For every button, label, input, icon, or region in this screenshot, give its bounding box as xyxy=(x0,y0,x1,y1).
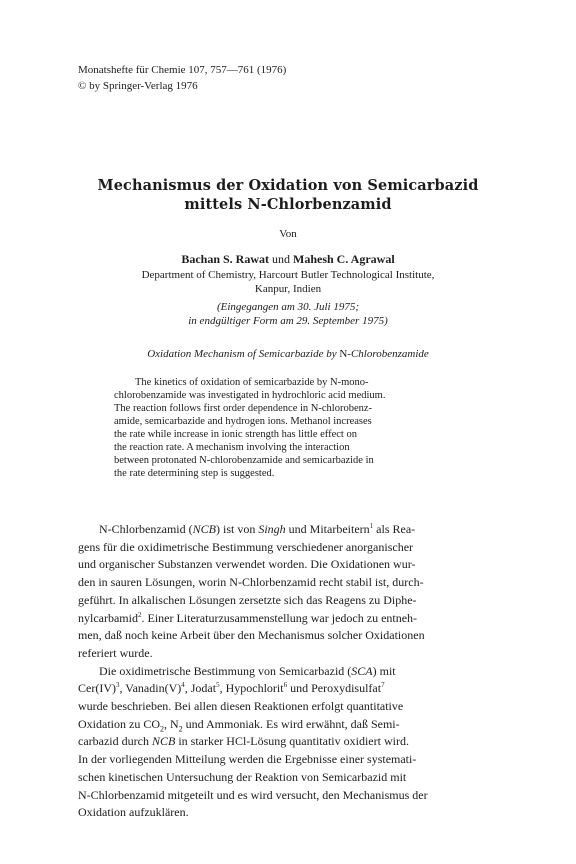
text-run: und Mitarbeitern xyxy=(285,522,370,536)
abstract-line: chlorobenzamide was investigated in hydrochloric acid medium. xyxy=(114,390,386,401)
affiliation-line-1: Department of Chemistry, Harcourt Butler Technological Institute, xyxy=(141,269,435,281)
text-run: , Hypochlorit xyxy=(219,681,284,696)
body-line xyxy=(78,521,502,539)
affiliation-line-2: Kanpur, Indien xyxy=(254,283,322,295)
body-line: wurde beschrieben. Bei allen diesen Reaktionen erfolgt quantitative xyxy=(78,699,404,714)
text-run: , Vanadin(V) xyxy=(119,681,182,696)
abstract-line: amide, semicarbazide and hydrogen ions. Methanol increases xyxy=(114,416,372,427)
body-line xyxy=(78,733,502,751)
text-run: ) ist von xyxy=(215,522,259,536)
body-line: den in sauren Lösungen, worin N-Chlorbenzamid recht stabil ist, durch- xyxy=(78,575,424,590)
footnote-ref: 7 xyxy=(381,681,385,690)
author-ref: Singh xyxy=(258,522,286,536)
author-1: Bachan S. Rawat xyxy=(181,252,269,266)
text-run: und Peroxydisulfat xyxy=(287,681,382,696)
body-line: schen kinetischen Untersuchung der Reaktion von Semicarbazid mit xyxy=(78,769,407,784)
text-run: carbazid durch xyxy=(78,734,152,749)
body-line: N-Chlorbenzamid mitgeteilt und es wird versucht, den Mechanismus der xyxy=(78,787,428,802)
body-line: und organischer Substanzen verwendet worden. Die Oxidationen wur- xyxy=(78,557,416,572)
body-line: gens für die oxidimetrische Bestimmung verschiedener anorganischer xyxy=(78,539,414,554)
journal-header xyxy=(78,62,286,94)
abstract-line: the rate determining step is suggested. xyxy=(114,468,275,479)
body-line: In der vorliegenden Mitteilung werden die Ergebnisse einer systemati- xyxy=(78,752,417,767)
body-line: Oxidation aufzuklären. xyxy=(78,805,189,820)
body-line xyxy=(78,610,502,628)
abbrev-ncb: NCB xyxy=(151,734,176,749)
abstract-line: the reaction rate. A mechanism involving the interaction xyxy=(114,442,350,453)
footnote-ref: 6 xyxy=(283,681,288,690)
abstract-line: between protonated N-chlorobenzamide and semicarbazide in xyxy=(114,455,374,466)
text-run: N-Chlorbenzamid ( xyxy=(99,522,193,536)
text-run: . Einer Literaturzusammenstellung war jedoch zu entneh- xyxy=(141,610,418,625)
body-line xyxy=(78,663,502,681)
von-label: Von xyxy=(279,228,297,240)
journal-citation: Monatshefte für Chemie 107, 757—761 (1976) xyxy=(78,64,287,76)
abstract-title-part-1: Oxidation Mechanism of Semicarbazide by xyxy=(147,348,337,360)
abstract-line: The reaction follows first order dependence in N-chlorobenz- xyxy=(114,403,373,414)
abbrev-sca: SCA xyxy=(351,663,373,678)
text-run: nylcarbamid xyxy=(78,610,138,625)
body-text xyxy=(78,521,502,822)
abstract-title-part-3: Chlorobenzamide xyxy=(350,348,429,360)
title-line-2: mittels N-Chlorbenzamid xyxy=(184,196,392,213)
abstract-line: The kinetics of oxidation of semicarbazide by N-mono- xyxy=(135,377,369,388)
footnote-ref: 4 xyxy=(181,681,185,690)
author-conjunction: und xyxy=(272,252,290,266)
subscript: 2 xyxy=(160,724,164,734)
received-dates xyxy=(0,300,576,328)
abstract-title-part-2: N- xyxy=(339,348,351,360)
text-run: Oxidation zu CO xyxy=(78,716,160,731)
abbrev-ncb: NCB xyxy=(192,522,216,536)
text-run: und Ammoniak. Es wird erwähnt, daß Semi- xyxy=(182,716,400,731)
title-line-1: Mechanismus der Oxidation von Semicarbazid xyxy=(97,177,479,194)
text-run: in starker HCl-Lösung quantitativ oxidiert wird. xyxy=(175,734,409,749)
affiliation xyxy=(0,268,576,296)
footnote-ref: 5 xyxy=(216,681,220,690)
text-run: als Rea- xyxy=(373,522,416,536)
received-line-1: (Eingegangen am 30. Juli 1975; xyxy=(216,301,360,313)
text-run: ) mit xyxy=(372,663,396,678)
footnote-ref: 1 xyxy=(369,522,374,530)
text-run: Cer(IV) xyxy=(78,681,116,696)
subscript: 2 xyxy=(178,724,183,734)
body-line: geführt. In alkalischen Lösungen zersetzte sich das Reagens zu Diphe- xyxy=(78,592,417,607)
abstract-line: the rate while increase in ionic strength has little effect on xyxy=(114,429,357,440)
abstract-title xyxy=(0,348,576,360)
copyright-line: © by Springer-Verlag 1976 xyxy=(78,80,198,92)
body-line xyxy=(78,716,502,734)
author-line xyxy=(0,252,576,267)
body-line: referiert wurde. xyxy=(78,645,153,660)
body-line: men, daß noch keine Arbeit über den Mechanismus solcher Oxidationen xyxy=(78,628,425,643)
text-run: Die oxidimetrische Bestimmung von Semicarbazid ( xyxy=(99,663,352,678)
author-2: Mahesh C. Agrawal xyxy=(293,252,395,266)
received-line-2: in endgültiger Form am 29. September 1975) xyxy=(188,315,388,327)
text-run: , N xyxy=(164,716,179,731)
article-title xyxy=(0,176,576,214)
footnote-ref: 2 xyxy=(137,610,142,619)
abstract xyxy=(114,376,466,480)
body-line xyxy=(78,680,502,698)
text-run: , Jodat xyxy=(184,681,217,696)
footnote-ref: 3 xyxy=(115,681,120,690)
